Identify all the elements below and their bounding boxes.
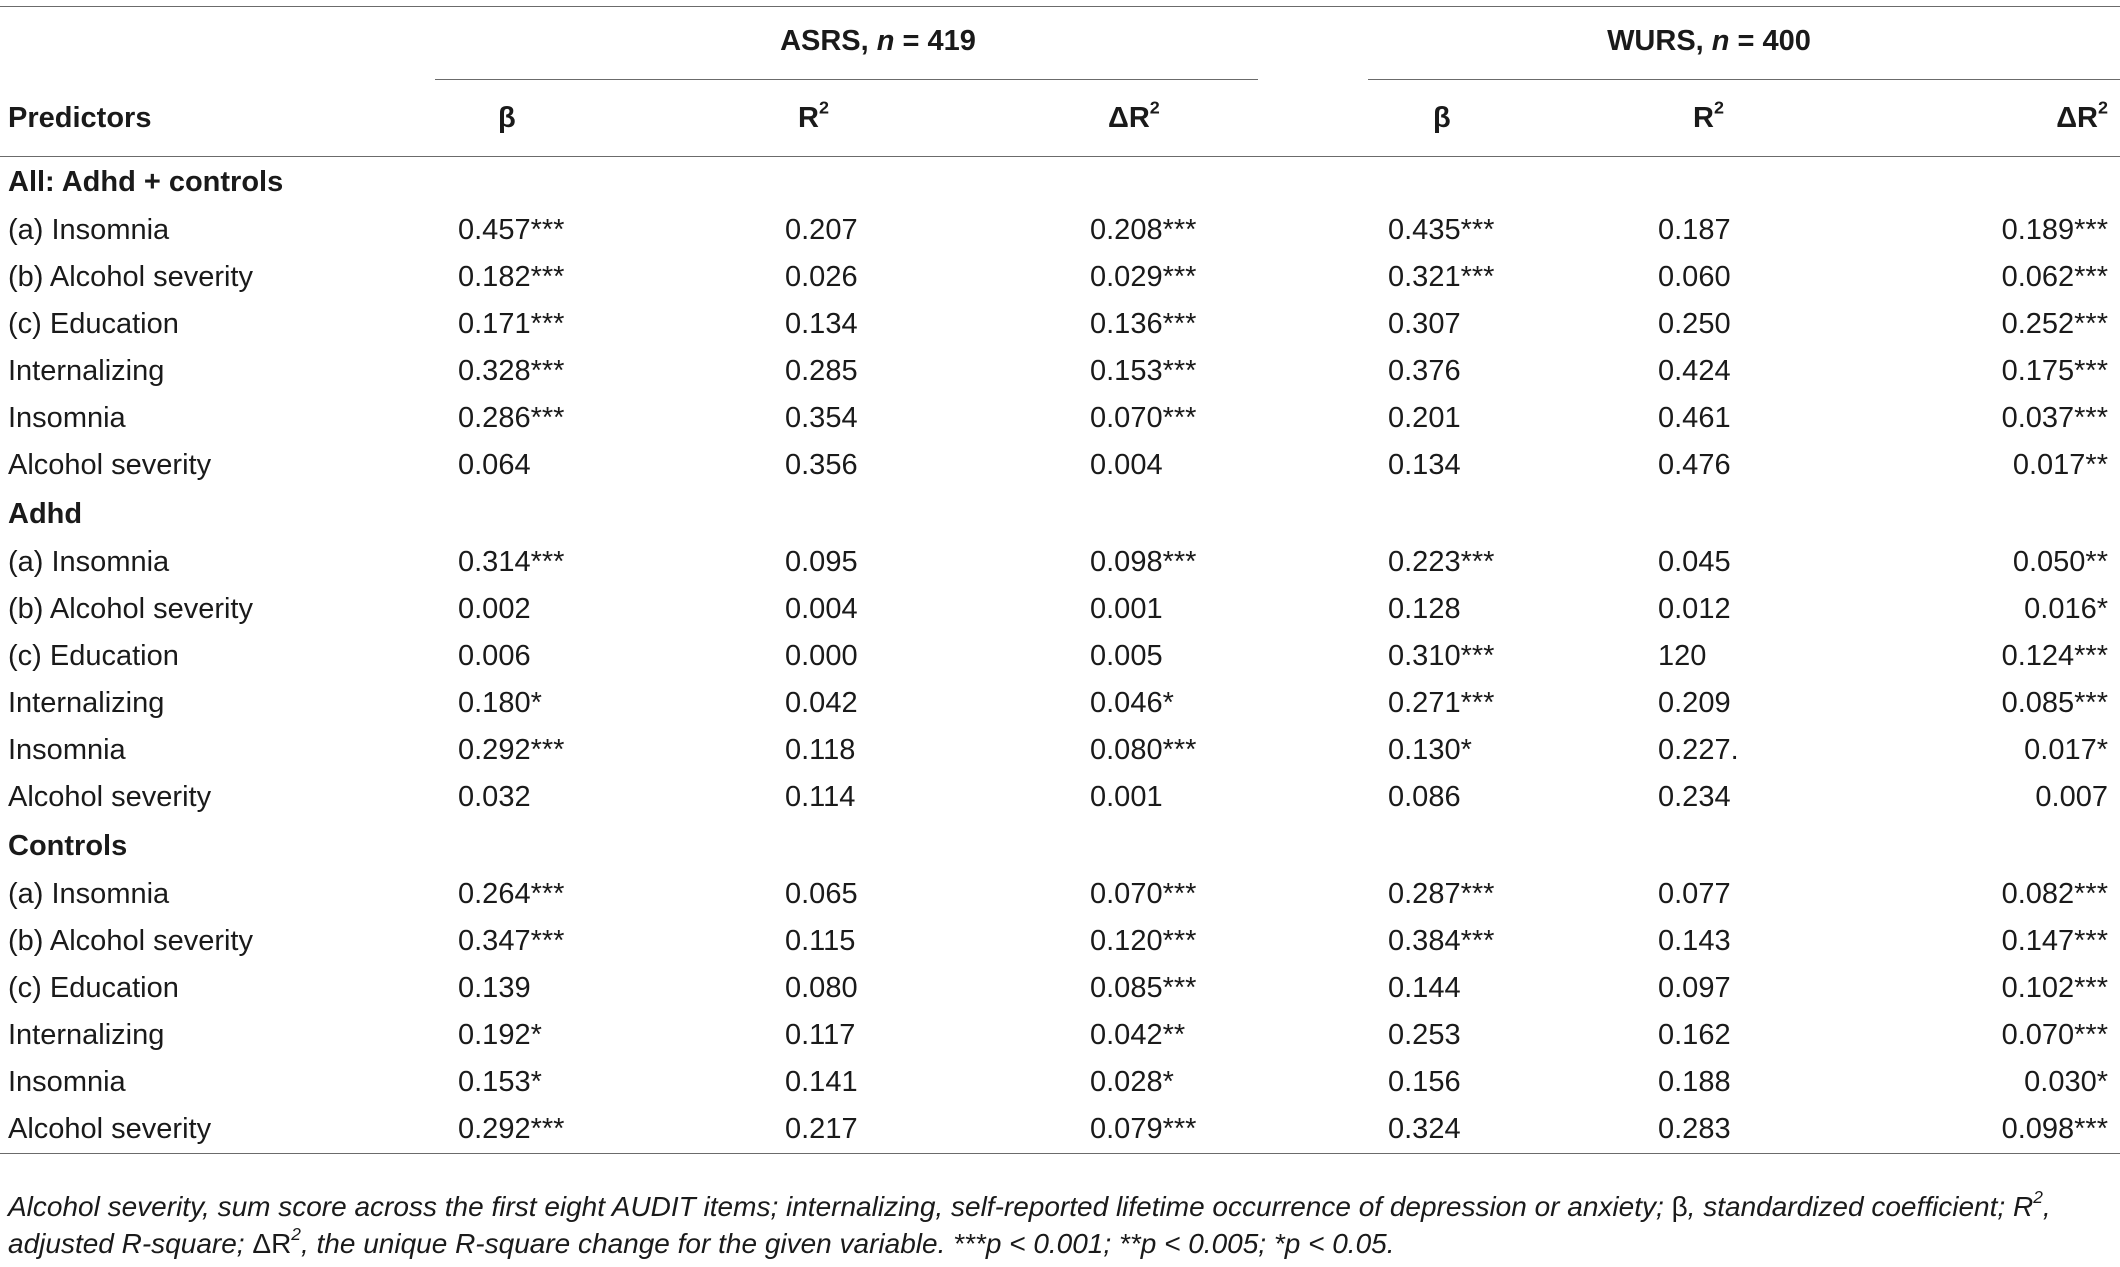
wurs-beta-cell: 0.310*** (1388, 640, 1495, 672)
predictor-label: (c) Education (8, 972, 179, 1004)
asrs-r2-cell: 0.114 (785, 781, 856, 813)
asrs-r2-cell: 0.117 (785, 1019, 856, 1051)
wurs-beta-cell: 0.128 (1388, 593, 1461, 625)
wurs-beta-cell: 0.376 (1388, 355, 1461, 387)
wurs-delta-r2-cell: 0.017** (2012, 449, 2108, 481)
asrs-delta-r2-cell: 0.001 (1090, 593, 1163, 625)
asrs-beta-cell: 0.182*** (458, 261, 565, 293)
asrs-r2-header: $R^2$ (708, 80, 998, 157)
section-header-row (0, 489, 2120, 539)
wurs-delta-r2-cell: 0.016* (2024, 593, 2108, 625)
asrs-delta-r2-header: $\Delta R^2$ (998, 80, 1298, 157)
wurs-delta-r2-cell: 0.098*** (1858, 1106, 2120, 1154)
predictor-label: (b) Alcohol severity (8, 925, 253, 957)
predictor-label: Alcohol severity (8, 781, 212, 813)
asrs-beta-cell: 0.002 (458, 593, 531, 625)
asrs-r2-cell: 0.217 (708, 1106, 998, 1154)
wurs-beta-cell: 0.271*** (1388, 687, 1495, 719)
wurs-delta-r2-cell: 0.082*** (2001, 878, 2108, 910)
wurs-delta-r2-cell: 0.050** (2012, 546, 2108, 578)
wurs-r2-cell: 0.209 (1658, 687, 1731, 719)
asrs-beta-cell: 0.032 (458, 781, 531, 813)
table-row (0, 539, 2120, 586)
group-header-row (0, 7, 2120, 79)
predictor-label: Internalizing (8, 1019, 165, 1051)
wurs-delta-r2-cell: 0.070*** (2001, 1019, 2108, 1051)
section-title: Adhd (8, 497, 83, 530)
predictor-label: Insomnia (8, 402, 126, 434)
table-row (0, 633, 2120, 680)
section-header-row (0, 821, 2120, 871)
asrs-delta-r2-cell: 0.120*** (1090, 925, 1197, 957)
wurs-r2-cell: 0.162 (1658, 1019, 1731, 1051)
wurs-r2-cell: 0.143 (1658, 925, 1731, 957)
asrs-beta-cell: 0.292*** (458, 734, 565, 766)
asrs-delta-r2-cell: 0.070*** (1090, 402, 1197, 434)
asrs-beta-cell: 0.314*** (458, 546, 565, 578)
wurs-delta-r2-cell: 0.175*** (2001, 355, 2108, 387)
section-title: All: Adhd + controls (8, 165, 284, 198)
wurs-delta-r2-cell: 0.102*** (2001, 972, 2108, 1004)
asrs-delta-r2-cell: 0.004 (1090, 449, 1163, 481)
table-row (0, 871, 2120, 918)
asrs-r2-cell: 0.134 (785, 308, 858, 340)
asrs-delta-r2-cell: 0.042** (1090, 1019, 1186, 1051)
predictor-label: (c) Education (8, 640, 179, 672)
wurs-delta-r2-cell: 0.030* (2024, 1066, 2108, 1098)
predictor-label: (b) Alcohol severity (8, 593, 253, 625)
asrs-beta-cell: 0.006 (458, 640, 531, 672)
column-header-row (0, 80, 2120, 157)
asrs-beta-cell: 0.328*** (458, 355, 565, 387)
asrs-group-header: ASRS, n = 419 (780, 24, 976, 57)
asrs-beta-cell: 0.153* (458, 1066, 542, 1098)
asrs-r2-cell: 0.356 (785, 449, 858, 481)
asrs-r2-cell: 0.285 (785, 355, 858, 387)
predictor-label: (a) Insomnia (8, 214, 170, 246)
wurs-r2-cell: 0.234 (1658, 781, 1731, 813)
table-body (0, 157, 2120, 1154)
wurs-r2-cell: 120 (1658, 640, 1707, 672)
wurs-r2-cell: 0.012 (1658, 593, 1731, 625)
asrs-beta-cell: 0.457*** (458, 214, 565, 246)
asrs-delta-r2-cell: 0.085*** (1090, 972, 1197, 1004)
table-row (0, 918, 2120, 965)
asrs-beta-cell: 0.264*** (458, 878, 565, 910)
asrs-delta-r2-cell: 0.028* (1090, 1066, 1174, 1098)
table-footnote (8, 1188, 2108, 1262)
wurs-r2-cell: 0.476 (1658, 449, 1731, 481)
asrs-r2-cell: 0.080 (785, 972, 858, 1004)
table-row (0, 207, 2120, 254)
asrs-r2-cell: 0.141 (785, 1066, 858, 1098)
table-row (0, 1059, 2120, 1106)
wurs-delta-r2-cell: 0.037*** (2001, 402, 2108, 434)
table-row (0, 965, 2120, 1012)
wurs-r2-cell: 0.097 (1658, 972, 1731, 1004)
footnote-line-1: Alcohol severity, sum score across the first eight AUDIT items; internalizing, self-reported lifetime occurrence of depression or anxiety; β, standardized coefficient; $R^2$, (8, 1186, 2051, 1222)
predictor-label: (a) Insomnia (8, 878, 170, 910)
asrs-beta-cell: 0.347*** (458, 925, 565, 957)
table-row (0, 1106, 2120, 1154)
asrs-delta-r2-cell: 0.208*** (1090, 214, 1197, 246)
asrs-beta-cell: 0.192* (458, 1019, 542, 1051)
wurs-delta-r2-cell: 0.085*** (2001, 687, 2108, 719)
wurs-r2-cell: 0.188 (1658, 1066, 1731, 1098)
table-row (0, 301, 2120, 348)
predictor-label: Alcohol severity (0, 1106, 458, 1154)
predictor-label: Alcohol severity (8, 449, 212, 481)
wurs-delta-r2-cell: 0.062*** (2001, 261, 2108, 293)
asrs-r2-cell: 0.042 (785, 687, 858, 719)
wurs-beta-cell: 0.086 (1388, 781, 1461, 813)
wurs-beta-cell: 0.144 (1388, 972, 1461, 1004)
predictor-label: (b) Alcohol severity (8, 261, 253, 293)
wurs-beta-cell: 0.201 (1388, 402, 1461, 434)
predictor-label: Insomnia (8, 734, 126, 766)
asrs-delta-r2-cell: 0.029*** (1090, 261, 1197, 293)
asrs-r2-cell: 0.026 (785, 261, 858, 293)
wurs-beta-header: β (1298, 80, 1588, 157)
footnote-line-2: adjusted R-square; $\Delta R^2$, the unique R-square change for the given variable. ***p < 0.001; **p < 0.005; *p < 0.05. (8, 1223, 1395, 1259)
asrs-beta-header: β (458, 80, 708, 157)
asrs-r2-cell: 0.115 (785, 925, 856, 957)
wurs-beta-cell: 0.223*** (1388, 546, 1495, 578)
table-row (0, 254, 2120, 301)
wurs-r2-cell: 0.187 (1658, 214, 1731, 246)
asrs-delta-r2-cell: 0.070*** (1090, 878, 1197, 910)
wurs-r2-cell: 0.283 (1588, 1106, 1858, 1154)
predictor-label: Internalizing (8, 355, 165, 387)
section-header-row (0, 157, 2120, 208)
wurs-delta-r2-cell: 0.147*** (2001, 925, 2108, 957)
wurs-beta-cell: 0.130* (1388, 734, 1472, 766)
predictors-header: Predictors (0, 80, 458, 157)
wurs-delta-r2-cell: 0.124*** (2001, 640, 2108, 672)
wurs-delta-r2-cell: 0.017* (2024, 734, 2108, 766)
asrs-r2-cell: 0.004 (785, 593, 858, 625)
wurs-r2-cell: 0.060 (1658, 261, 1731, 293)
asrs-beta-cell: 0.286*** (458, 402, 565, 434)
wurs-r2-header: $R^2$ (1588, 80, 1858, 157)
asrs-delta-r2-cell: 0.079*** (998, 1106, 1298, 1154)
wurs-r2-cell: 0.424 (1658, 355, 1731, 387)
wurs-r2-cell: 0.250 (1658, 308, 1731, 340)
wurs-r2-cell: 0.077 (1658, 878, 1731, 910)
asrs-r2-cell: 0.207 (785, 214, 858, 246)
table-row (0, 1012, 2120, 1059)
predictor-label: Insomnia (8, 1066, 126, 1098)
wurs-delta-r2-cell: 0.189*** (2001, 214, 2108, 246)
wurs-beta-cell: 0.324 (1298, 1106, 1588, 1154)
wurs-r2-cell: 0.227. (1658, 734, 1739, 766)
predictor-label: (c) Education (8, 308, 179, 340)
wurs-r2-cell: 0.461 (1658, 402, 1731, 434)
asrs-beta-cell: 0.292*** (458, 1106, 708, 1154)
asrs-delta-r2-cell: 0.046* (1090, 687, 1174, 719)
asrs-r2-cell: 0.118 (785, 734, 856, 766)
table-row (0, 395, 2120, 442)
asrs-delta-r2-cell: 0.136*** (1090, 308, 1197, 340)
asrs-r2-cell: 0.000 (785, 640, 858, 672)
table-row (0, 586, 2120, 633)
wurs-beta-cell: 0.287*** (1388, 878, 1495, 910)
table-row (0, 774, 2120, 821)
regression-table (0, 6, 2120, 1154)
wurs-group-header: WURS, n = 400 (1607, 24, 1811, 57)
asrs-delta-r2-cell: 0.080*** (1090, 734, 1197, 766)
asrs-beta-cell: 0.171*** (458, 308, 565, 340)
table-row (0, 727, 2120, 774)
wurs-beta-cell: 0.321*** (1388, 261, 1495, 293)
table-row (0, 680, 2120, 727)
asrs-r2-cell: 0.095 (785, 546, 858, 578)
asrs-beta-cell: 0.064 (458, 449, 531, 481)
wurs-beta-cell: 0.384*** (1388, 925, 1495, 957)
asrs-r2-cell: 0.065 (785, 878, 858, 910)
section-title: Controls (8, 829, 128, 862)
table-row (0, 348, 2120, 395)
asrs-delta-r2-cell: 0.005 (1090, 640, 1163, 672)
wurs-beta-cell: 0.307 (1388, 308, 1461, 340)
asrs-delta-r2-cell: 0.001 (1090, 781, 1163, 813)
asrs-delta-r2-cell: 0.098*** (1090, 546, 1197, 578)
wurs-beta-cell: 0.156 (1388, 1066, 1461, 1098)
asrs-beta-cell: 0.180* (458, 687, 542, 719)
asrs-r2-cell: 0.354 (785, 402, 858, 434)
wurs-delta-r2-cell: 0.007 (2035, 781, 2108, 813)
wurs-beta-cell: 0.253 (1388, 1019, 1461, 1051)
wurs-beta-cell: 0.435*** (1388, 214, 1495, 246)
wurs-beta-cell: 0.134 (1388, 449, 1461, 481)
predictor-label: Internalizing (8, 687, 165, 719)
predictor-label: (a) Insomnia (8, 546, 170, 578)
wurs-delta-r2-header: $\Delta R^2$ (1858, 80, 2120, 157)
asrs-beta-cell: 0.139 (458, 972, 531, 1004)
wurs-r2-cell: 0.045 (1658, 546, 1731, 578)
table-row (0, 442, 2120, 489)
asrs-delta-r2-cell: 0.153*** (1090, 355, 1197, 387)
wurs-delta-r2-cell: 0.252*** (2001, 308, 2108, 340)
